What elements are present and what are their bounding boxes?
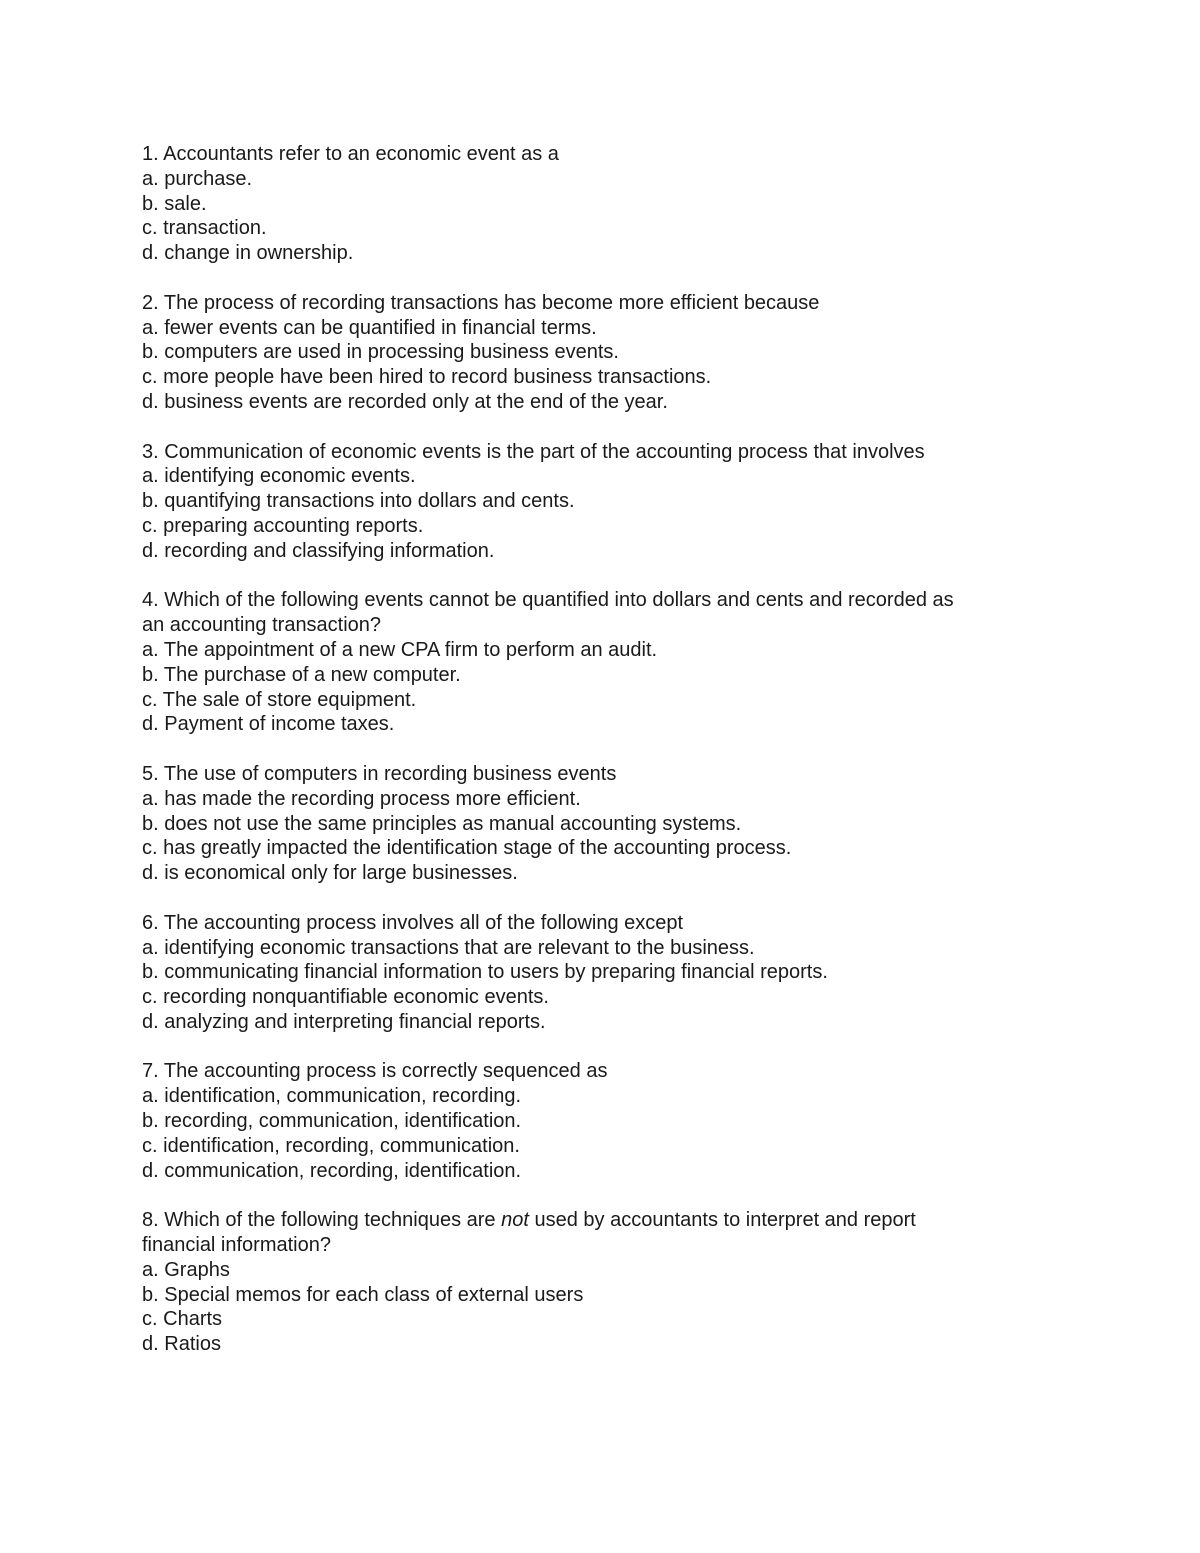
option-d — [142, 1159, 1042, 1184]
option-text: identification, recording, communication. — [163, 1134, 520, 1157]
option-text: Charts — [163, 1308, 223, 1331]
option-text: transaction. — [163, 217, 267, 240]
option-letter: b. — [142, 192, 159, 215]
option-letter: a. — [142, 1085, 159, 1108]
option-a — [142, 787, 1042, 812]
option-letter: c. — [142, 217, 158, 240]
option-c — [142, 514, 1042, 539]
option-letter: a. — [142, 167, 159, 190]
option-text: does not use the same principles as manual accounting systems. — [164, 812, 742, 835]
option-letter: d. — [142, 1333, 159, 1356]
option-text: sale. — [164, 192, 207, 215]
option-text: identifying economic transactions that are relevant to the business. — [164, 936, 755, 959]
question-6 — [142, 911, 1042, 1035]
option-letter: b. — [142, 812, 159, 835]
option-d — [142, 390, 1042, 415]
option-c — [142, 1134, 1042, 1159]
question-number: 7. — [142, 1060, 159, 1083]
quiz-document — [142, 142, 1042, 1382]
option-text: preparing accounting reports. — [163, 514, 424, 537]
option-text: recording and classifying information. — [164, 539, 495, 562]
option-letter: d. — [142, 862, 159, 885]
option-letter: a. — [142, 1258, 159, 1281]
option-letter: b. — [142, 961, 159, 984]
option-letter: d. — [142, 390, 159, 413]
question-stem — [142, 1208, 1042, 1233]
question-emphasis: not — [501, 1209, 529, 1232]
option-text: The appointment of a new CPA firm to perform an audit. — [163, 638, 658, 661]
question-text: Accountants refer to an economic event as a — [163, 143, 559, 165]
option-letter: a. — [142, 787, 159, 810]
question-number: 3. — [142, 440, 159, 463]
option-letter: d. — [142, 1010, 159, 1033]
option-text: quantifying transactions into dollars and cents. — [164, 490, 575, 513]
question-2 — [142, 291, 1042, 415]
question-text: The process of recording transactions has become more efficient because — [163, 291, 820, 314]
option-letter: c. — [142, 688, 158, 711]
option-text: Special memos for each class of external users — [164, 1283, 584, 1306]
option-letter: a. — [142, 936, 159, 959]
option-text: identifying economic events. — [164, 465, 416, 488]
option-text: analyzing and interpreting financial reports. — [164, 1010, 546, 1033]
option-b — [142, 1109, 1042, 1134]
option-letter: a. — [142, 316, 159, 339]
question-stem — [142, 588, 1042, 613]
option-text: The sale of store equipment. — [162, 688, 417, 711]
option-c — [142, 1307, 1042, 1332]
option-text: business events are recorded only at the end of the year. — [164, 390, 668, 413]
question-number: 5. — [142, 762, 159, 785]
option-b — [142, 960, 1042, 985]
option-text: recording nonquantifiable economic events. — [163, 986, 549, 1009]
option-a — [142, 638, 1042, 663]
question-stem — [142, 762, 1042, 787]
option-letter: d. — [142, 713, 159, 736]
option-d — [142, 539, 1042, 564]
option-text: purchase. — [164, 167, 253, 190]
option-letter: a. — [142, 465, 159, 488]
question-text-before: Which of the following techniques are — [164, 1209, 496, 1232]
option-letter: c. — [142, 837, 158, 860]
question-text: The accounting process involves all of the following except — [163, 911, 684, 934]
question-text: The use of computers in recording business events — [163, 762, 617, 785]
option-text: more people have been hired to record business transactions. — [163, 366, 712, 389]
option-letter: c. — [142, 1308, 158, 1331]
option-a — [142, 167, 1042, 192]
question-3 — [142, 440, 1042, 564]
option-a — [142, 1258, 1042, 1283]
option-text: communication, recording, identification. — [164, 1159, 522, 1182]
option-d — [142, 712, 1042, 737]
question-stem-continued: an accounting transaction? — [142, 614, 382, 637]
option-c — [142, 365, 1042, 390]
option-text: Graphs — [164, 1258, 230, 1281]
option-text: Payment of income taxes. — [164, 713, 395, 736]
option-text: fewer events can be quantified in financial terms. — [164, 316, 597, 339]
option-d — [142, 861, 1042, 886]
question-4 — [142, 588, 1042, 737]
option-b — [142, 192, 1042, 217]
option-letter: b. — [142, 341, 159, 364]
question-number: 2. — [142, 291, 159, 314]
option-b — [142, 663, 1042, 688]
option-a — [142, 464, 1042, 489]
option-letter: b. — [142, 490, 159, 513]
option-d — [142, 241, 1042, 266]
option-a — [142, 316, 1042, 341]
question-text: The accounting process is correctly sequenced as — [163, 1060, 608, 1083]
option-text: identification, communication, recording. — [164, 1085, 522, 1108]
option-letter: d. — [142, 242, 159, 265]
question-stem — [142, 911, 1042, 936]
option-letter: a. — [142, 638, 159, 661]
option-text: has greatly impacted the identification stage of the accounting process. — [163, 837, 792, 860]
option-text: is economical only for large businesses. — [164, 862, 518, 885]
option-text: Ratios — [164, 1333, 221, 1356]
option-letter: b. — [142, 1283, 159, 1306]
option-letter: c. — [142, 1134, 158, 1157]
option-c — [142, 836, 1042, 861]
option-c — [142, 688, 1042, 713]
option-letter: c. — [142, 986, 158, 1009]
question-stem — [142, 291, 1042, 316]
option-d — [142, 1010, 1042, 1035]
option-b — [142, 812, 1042, 837]
question-number: 8. — [142, 1209, 159, 1232]
question-text: Communication of economic events is the part of the accounting process that involves — [164, 440, 925, 463]
option-d — [142, 1332, 1042, 1357]
question-stem — [142, 142, 1042, 167]
option-c — [142, 985, 1042, 1010]
option-letter: b. — [142, 663, 159, 686]
question-text: Which of the following events cannot be quantified into dollars and cents and recorded as — [164, 589, 954, 612]
option-text: has made the recording process more efficient. — [164, 787, 581, 810]
option-a — [142, 1084, 1042, 1109]
option-b — [142, 1283, 1042, 1308]
question-stem — [142, 440, 1042, 465]
option-c — [142, 216, 1042, 241]
question-stem-continued: financial information? — [142, 1234, 331, 1257]
option-a — [142, 936, 1042, 961]
question-7 — [142, 1059, 1042, 1183]
question-8 — [142, 1208, 1042, 1357]
question-number: 4. — [142, 589, 159, 612]
question-number: 6. — [142, 911, 159, 934]
question-text-after: used by accountants to interpret and report — [534, 1209, 916, 1232]
option-letter: b. — [142, 1110, 159, 1133]
option-b — [142, 489, 1042, 514]
option-text: communicating financial information to users by preparing financial reports. — [164, 961, 828, 984]
option-letter: c. — [142, 366, 158, 389]
question-stem — [142, 1059, 1042, 1084]
option-text: recording, communication, identification. — [164, 1110, 522, 1133]
question-number: 1. — [142, 143, 159, 165]
option-text: computers are used in processing business events. — [164, 341, 619, 364]
option-text: The purchase of a new computer. — [163, 663, 461, 686]
option-letter: d. — [142, 539, 159, 562]
question-1 — [142, 142, 1042, 266]
option-letter: d. — [142, 1159, 159, 1182]
option-text: change in ownership. — [164, 242, 354, 265]
question-5 — [142, 762, 1042, 886]
option-b — [142, 340, 1042, 365]
option-letter: c. — [142, 514, 158, 537]
